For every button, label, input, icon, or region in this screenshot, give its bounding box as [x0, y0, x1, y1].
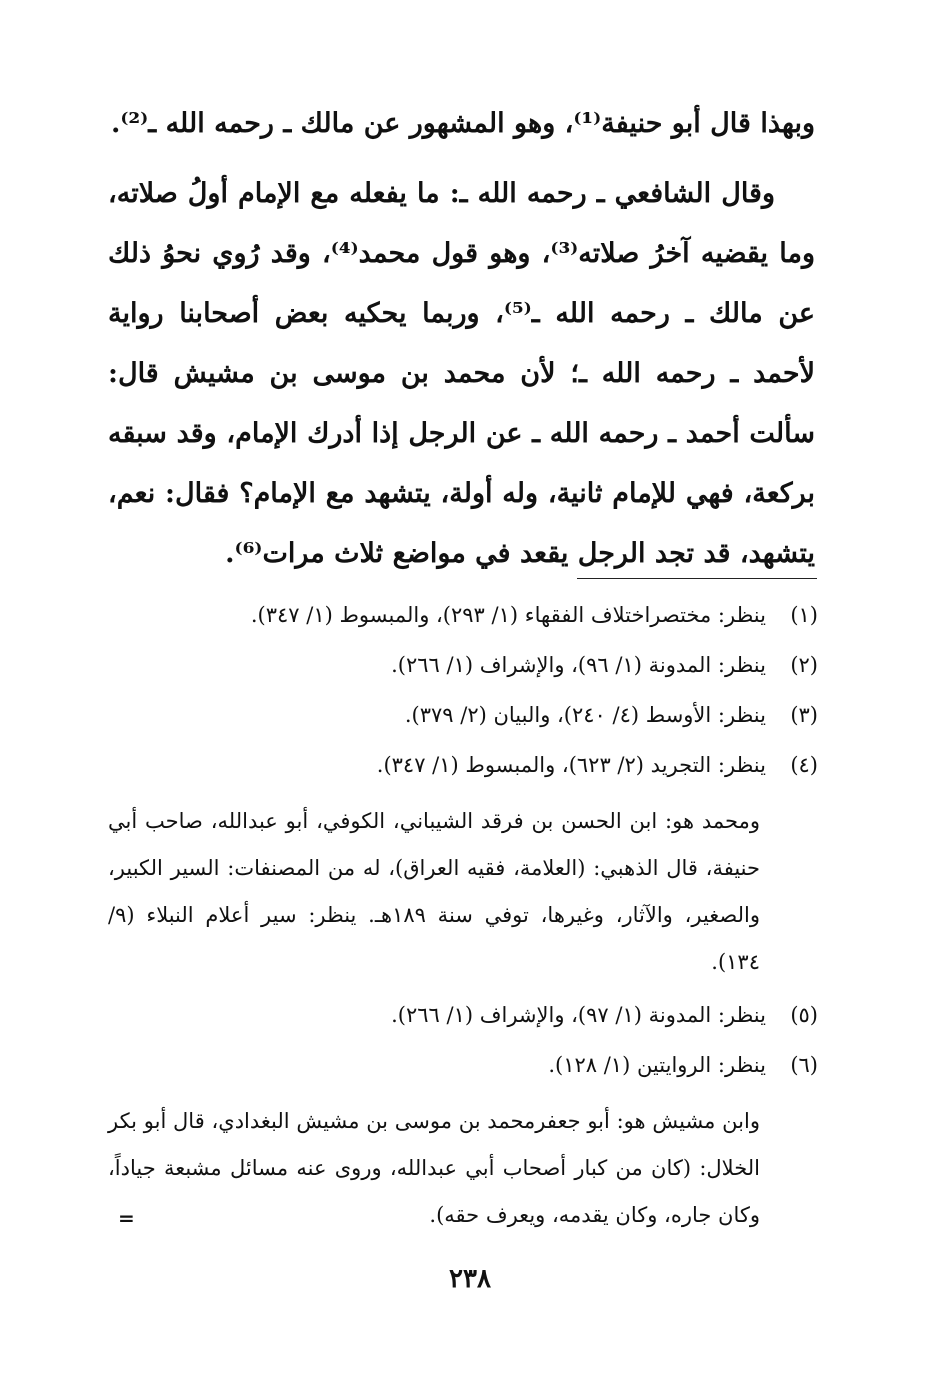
footnote-note: ومحمد هو: ابن الحسن بن فرقد الشيباني، الكوفي، أبو عبدالله، صاحب أبي حنيفة، قال الذهبي: (العلامة، فقيه العراق)، له من المصنفات: السير الكبير، والصغير، والآثار، وغيرها، توفي سنة ١٨٩هـ. ينظر: سير أعلام النبلاء (٩/ ١٣٤). [108, 809, 760, 974]
main-paragraph: وبهذا قال أبو حنيفة⁽¹⁾، وهو المشهور عن مالك ـ رحمه الله ـ⁽²⁾. [110, 108, 815, 139]
footnote-text: ينظر: مختصراختلاف الفقهاء (١/ ٢٩٣)، والمبسوط (١/ ٣٤٧). [250, 603, 766, 627]
footnote [108, 1048, 818, 1098]
footnotes [108, 598, 818, 1251]
footnote-separator [577, 578, 817, 579]
footnote [108, 598, 818, 648]
main-paragraph: وقال الشافعي ـ رحمه الله ـ: ما يفعله مع الإمام أولُ صلاته، وما يقضيه آخرُ صلاته⁽³⁾، وهو قول محمد⁽⁴⁾، وقد رُوي نحوُ ذلك عن مالك ـ رحمه الله ـ⁽⁵⁾، وربما يحكيه بعض أصحابنا رواية لأحمد ـ رحمه الله ـ؛ لأن محمد بن موسى بن مشيش قال: سألت أحمد ـ رحمه الله ـ عن الرجل إذا أدرك الإمام، وقد سبقه بركعة، فهي للإمام ثانية، وله أولة، يتشهد مع الإمام؟ فقال: نعم، يتشهد، قد تجد الرجل يقعد في مواضع ثلاث مرات⁽⁶⁾. [108, 178, 815, 569]
footnote-note: وابن مشيش هو: أبو جعفرمحمد بن موسى بن مشيش البغدادي، قال أبو بكر الخلال: (كان من كبار أصحاب أبي عبدالله، وروى عنه مسائل مشبعة جياداً، وكان جاره، وكان يقدمه، ويعرف حقه). [108, 1109, 760, 1227]
footnote [108, 698, 818, 748]
footnote-text: ينظر: الأوسط (٤/ ٢٤٠)، والبيان (٢/ ٣٧٩). [404, 703, 766, 727]
footnote [108, 998, 818, 1048]
footnote-number: (١) [790, 603, 818, 627]
footnote-text: ينظر: المدونة (١/ ٩٧)، والإشراف (١/ ٢٦٦). [391, 1003, 766, 1027]
footnote-number: (٥) [790, 1003, 818, 1027]
footnote-number: (٤) [790, 753, 818, 777]
continuation-mark: = [118, 1206, 135, 1230]
footnote [108, 648, 818, 698]
footnote [108, 748, 818, 798]
footnote-text: ينظر: المدونة (١/ ٩٦)، والإشراف (١/ ٢٦٦). [391, 653, 766, 677]
footnote-number: (٢) [790, 653, 818, 677]
page-number: ٢٣٨ [449, 1264, 491, 1294]
footnote-text: ينظر: التجريد (٢/ ٦٢٣)، والمبسوط (١/ ٣٤٧). [376, 753, 766, 777]
footnote-number: (٦) [790, 1053, 818, 1077]
main-text [108, 94, 815, 594]
footnote-text: ينظر: الروايتين (١/ ١٢٨). [548, 1053, 766, 1077]
footnote-number: (٣) [790, 703, 818, 727]
